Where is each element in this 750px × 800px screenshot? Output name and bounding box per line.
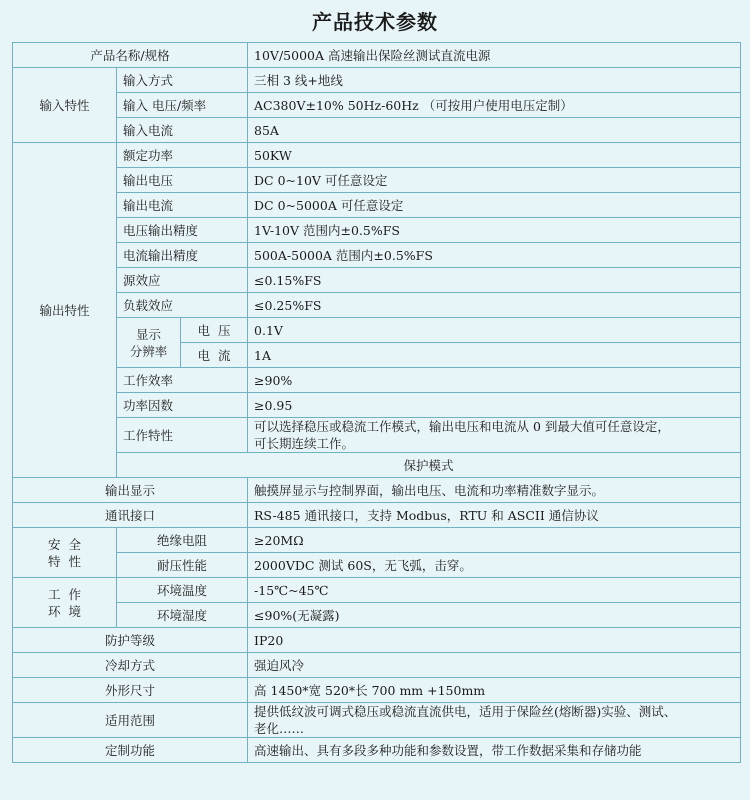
table-row: [13, 653, 741, 678]
safety-group-label: [13, 528, 117, 578]
resolution-current-label: 电 流: [181, 343, 248, 368]
output-current-value: DC 0~5000A 可任意设定: [248, 193, 741, 218]
table-row: [13, 553, 741, 578]
table-row: [13, 68, 741, 93]
table-row: [13, 143, 741, 168]
source-effect-value: ≤0.15%FS: [248, 268, 741, 293]
insulation-label: 绝缘电阻: [117, 528, 248, 553]
table-row: [13, 193, 741, 218]
spec-table: [12, 42, 741, 763]
output-display-value: 触摸屏显示与控制界面，输出电压、电流和功率精准数字显示。: [248, 478, 741, 503]
protection-grade-value: IP20: [248, 628, 741, 653]
customization-label: 定制功能: [13, 738, 248, 763]
rated-power-value: 50KW: [248, 143, 741, 168]
product-name-value: 10V/5000A 高速输出保险丝测试直流电源: [248, 43, 741, 68]
input-current-value: 85A: [248, 118, 741, 143]
efficiency-label: 工作效率: [117, 368, 248, 393]
environment-group-label: [13, 578, 117, 628]
table-row: [13, 268, 741, 293]
product-name-label: 产品名称/规格: [13, 43, 248, 68]
insulation-value: ≥20MΩ: [248, 528, 741, 553]
protection-mode-label: 保护模式: [117, 453, 741, 478]
protection-grade-label: 防护等级: [13, 628, 248, 653]
comm-interface-label: 通讯接口: [13, 503, 248, 528]
load-effect-value: ≤0.25%FS: [248, 293, 741, 318]
table-row: [13, 478, 741, 503]
display-resolution-label: [117, 318, 181, 368]
table-row: [13, 703, 741, 738]
table-row: [13, 528, 741, 553]
cooling-label: 冷却方式: [13, 653, 248, 678]
withstand-value: 2000VDC 测试 60S，无飞弧，击穿。: [248, 553, 741, 578]
table-row: [13, 393, 741, 418]
table-row: [13, 738, 741, 763]
table-row: [13, 43, 741, 68]
current-accuracy-label: 电流输出精度: [117, 243, 248, 268]
table-row: [13, 93, 741, 118]
temperature-label: 环境温度: [117, 578, 248, 603]
table-row: [13, 418, 741, 453]
table-row: [13, 243, 741, 268]
table-row: [13, 318, 741, 343]
display-resolution-label-line2: 分辨率: [129, 343, 168, 359]
table-row: [13, 168, 741, 193]
resolution-voltage-value: 0.1V: [248, 318, 741, 343]
humidity-label: 环境湿度: [117, 603, 248, 628]
environment-group-line1: 工 作: [48, 586, 81, 602]
environment-group-line2: 环 境: [48, 603, 81, 619]
dimensions-label: 外形尺寸: [13, 678, 248, 703]
table-row: [13, 628, 741, 653]
output-voltage-value: DC 0~10V 可任意设定: [248, 168, 741, 193]
input-voltage-label: 输入 电压/频率: [117, 93, 248, 118]
source-effect-label: 源效应: [117, 268, 248, 293]
table-row: [13, 118, 741, 143]
table-row: [13, 503, 741, 528]
resolution-current-value: 1A: [248, 343, 741, 368]
load-effect-label: 负载效应: [117, 293, 248, 318]
table-row: [13, 678, 741, 703]
input-current-label: 输入电流: [117, 118, 248, 143]
table-row: [13, 453, 741, 478]
work-feature-line1: 可以选择稳压或稳流工作模式，输出电压和电流从 0 到最大值可任意设定，: [254, 419, 670, 434]
table-row: [13, 293, 741, 318]
safety-group-line1: 安 全: [48, 536, 81, 552]
input-group-label: 输入特性: [13, 68, 117, 143]
current-accuracy-value: 500A-5000A 范围内±0.5%FS: [248, 243, 741, 268]
application-line1: 提供低纹波可调式稳压或稳流直流供电，适用于保险丝(熔断器)实验、测试、: [254, 704, 677, 719]
output-display-label: 输出显示: [13, 478, 248, 503]
resolution-voltage-label: 电 压: [181, 318, 248, 343]
work-feature-value: [248, 418, 741, 453]
application-value: [248, 703, 741, 738]
voltage-accuracy-value: 1V-10V 范围内±0.5%FS: [248, 218, 741, 243]
power-factor-label: 功率因数: [117, 393, 248, 418]
application-label: 适用范围: [13, 703, 248, 738]
rated-power-label: 额定功率: [117, 143, 248, 168]
work-feature-label: 工作特性: [117, 418, 248, 453]
input-method-label: 输入方式: [117, 68, 248, 93]
application-line2: 老化……: [254, 721, 305, 736]
work-feature-line2: 可长期连续工作。: [254, 436, 355, 451]
efficiency-value: ≥90%: [248, 368, 741, 393]
display-resolution-label-line1: 显示: [135, 326, 161, 342]
withstand-label: 耐压性能: [117, 553, 248, 578]
temperature-value: -15℃~45℃: [248, 578, 741, 603]
table-row: [13, 603, 741, 628]
table-row: [13, 368, 741, 393]
customization-value: 高速输出、具有多段多种功能和参数设置，带工作数据采集和存储功能: [248, 738, 741, 763]
dimensions-value: 高 1450*宽 520*长 700 mm +150mm: [248, 678, 741, 703]
output-current-label: 输出电流: [117, 193, 248, 218]
page-title: 产品技术参数: [312, 10, 438, 34]
input-voltage-value: AC380V±10% 50Hz-60Hz （可按用户使用电压定制）: [248, 93, 741, 118]
input-method-value: 三相 3 线+地线: [248, 68, 741, 93]
table-row: [13, 218, 741, 243]
voltage-accuracy-label: 电压输出精度: [117, 218, 248, 243]
comm-interface-value: RS-485 通讯接口，支持 Modbus，RTU 和 ASCII 通信协议: [248, 503, 741, 528]
output-voltage-label: 输出电压: [117, 168, 248, 193]
humidity-value: ≤90%(无凝露): [248, 603, 741, 628]
output-group-label: 输出特性: [13, 143, 117, 478]
cooling-value: 强迫风冷: [248, 653, 741, 678]
table-row: [13, 578, 741, 603]
power-factor-value: ≥0.95: [248, 393, 741, 418]
safety-group-line2: 特 性: [48, 553, 81, 569]
